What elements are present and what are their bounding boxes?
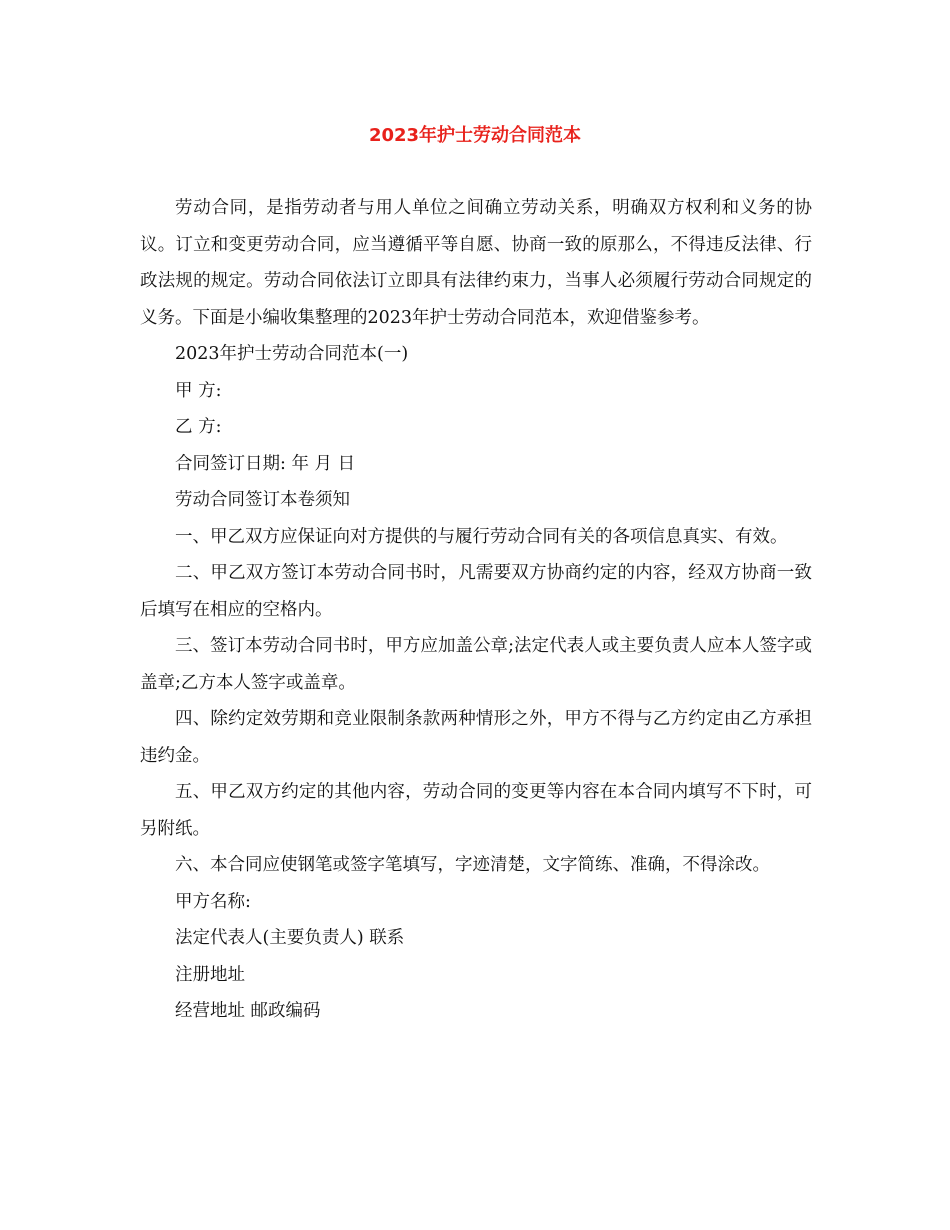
notice-item-6: 六、本合同应使钢笔或签字笔填写，字迹清楚，文字简练、准确，不得涂改。 [175,855,770,875]
section-heading: 2023年护士劳动合同范本(一) [175,344,409,364]
notice-item-3: 三、签订本劳动合同书时，甲方应加盖公章;法定代表人或主要负责人应本人签字或盖章;乙方本人签字或盖章。 [140,636,812,693]
party-a-line: 甲 方: [175,380,222,401]
signing-date-line: 合同签订日期: 年 月 日 [175,453,356,474]
registered-address-line: 注册地址 [175,964,245,985]
party-a-name-line: 甲方名称: [175,891,251,912]
notice-item-1: 一、甲乙双方应保证向对方提供的与履行劳动合同有关的各项信息真实、有效。 [175,526,788,547]
notice-item-4: 四、除约定效劳期和竞业限制条款两种情形之外，甲方不得与乙方约定由乙方承担违约金。 [140,709,812,766]
notice-item-5: 五、甲乙双方约定的其他内容，劳动合同的变更等内容在本合同内填写不下时，可另附纸。 [140,782,812,839]
document-title: 2023年护士劳动合同范本 [368,125,582,146]
document-body [140,190,812,1030]
business-address-line: 经营地址 邮政编码 [175,1001,321,1021]
notice-heading: 劳动合同签订本卷须知 [175,490,350,510]
intro-paragraph: 劳动合同，是指劳动者与用人单位之间确立劳动关系，明确双方权利和义务的协议。订立和变更劳动合同，应当遵循平等自愿、协商一致的原那么，不得违反法律、行政法规的规定。劳动合同依法订立即具有法律约束力，当事人必须履行劳动合同规定的义务。下面是小编收集整理的2023年护士劳动合同范本，欢迎借鉴参考。 [140,198,812,328]
notice-item-2: 二、甲乙双方签订本劳动合同书时，凡需要双方协商约定的内容，经双方协商一致后填写在相应的空格内。 [140,563,812,620]
party-b-line: 乙 方: [175,417,222,437]
legal-rep-line: 法定代表人(主要负责人) 联系 [175,928,405,948]
